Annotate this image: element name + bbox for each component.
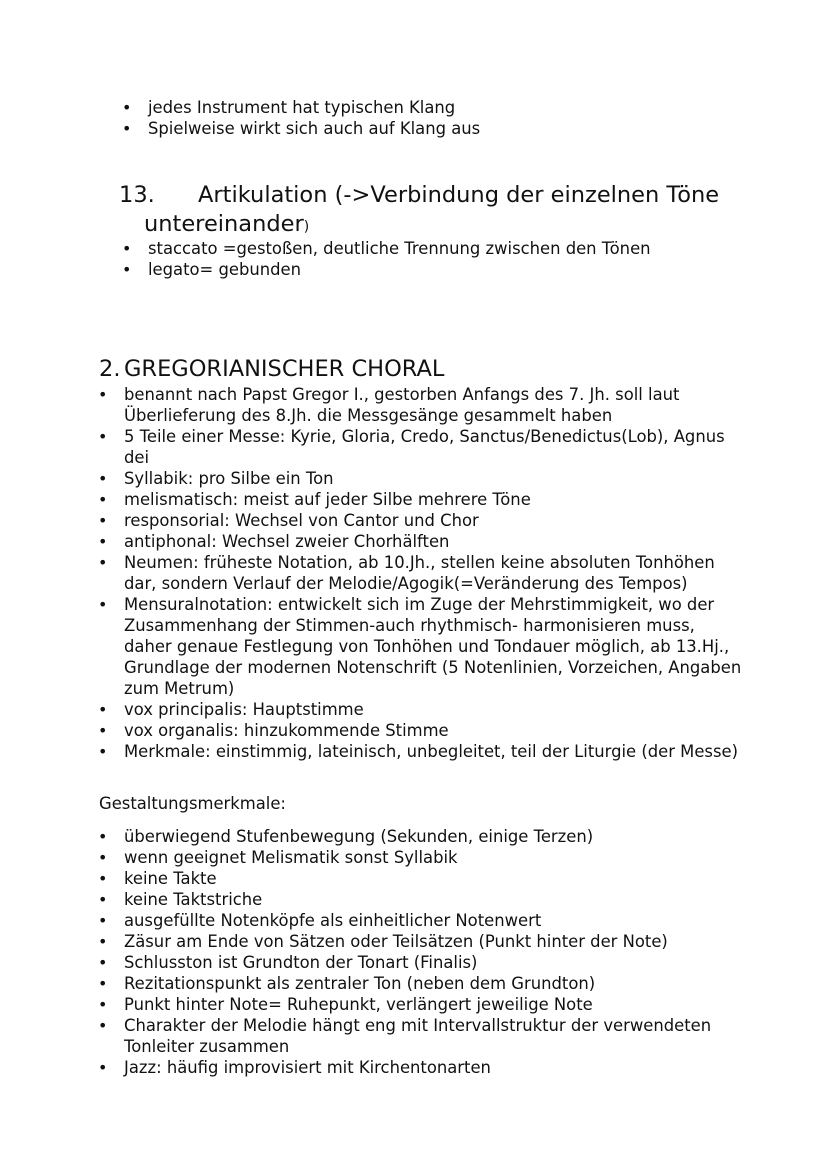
bullet-icon: • (98, 932, 108, 951)
list-item: • ausgefüllte Notenköpfe als einheitlicher Notenwert (98, 911, 542, 930)
bullet-icon: • (98, 742, 108, 761)
bullet-icon: • (98, 385, 108, 404)
list-item: • Jazz: häufig improvisiert mit Kirchentonarten (98, 1058, 491, 1077)
bullet-icon: • (98, 890, 108, 909)
bullet-icon: • (122, 119, 132, 138)
section-number: 13. (119, 182, 155, 208)
bullet-icon: • (98, 490, 108, 509)
list-item: • Rezitationspunkt als zentraler Ton (neben dem Grundton) (98, 974, 596, 993)
list-item: • legato= gebunden (122, 260, 302, 279)
bullet-icon: • (98, 532, 108, 551)
gregorian-list (98, 384, 744, 762)
section-title: GREGORIANISCHER CHORAL (124, 356, 445, 382)
bullet-icon: • (98, 595, 108, 614)
list-item: • Spielweise wirkt sich auch auf Klang aus (122, 119, 481, 138)
list-item: • Schlusston ist Grundton der Tonart (Finalis) (98, 953, 478, 972)
subheading-gestaltung: Gestaltungsmerkmale: (99, 794, 286, 813)
bullet-icon: • (98, 469, 108, 488)
list-item: • keine Takte (98, 869, 217, 888)
list-item: • vox organalis: hinzukommende Stimme (98, 721, 449, 740)
bullet-icon: • (122, 239, 132, 258)
bullet-icon: • (98, 427, 108, 446)
bullet-icon: • (98, 827, 108, 846)
bullet-icon: • (98, 721, 108, 740)
list-item: • Syllabik: pro Silbe ein Ton (98, 469, 334, 488)
bullet-icon: • (122, 98, 132, 117)
list-item: • benannt nach Papst Gregor I., gestorben Anfangs des 7. Jh. soll laut Überlieferung des 8.Jh. die Messgesänge gesammelt haben (98, 385, 680, 425)
list-item: • jedes Instrument hat typischen Klang (122, 98, 456, 117)
bullet-icon: • (122, 260, 132, 279)
bullet-icon: • (98, 869, 108, 888)
list-item: • vox principalis: Hauptstimme (98, 700, 364, 719)
artikulation-list (122, 238, 788, 280)
list-item: • responsorial: Wechsel von Cantor und Chor (98, 511, 479, 530)
list-item: • antiphonal: Wechsel zweier Chorhälften (98, 532, 450, 551)
bullet-icon: • (98, 511, 108, 530)
list-item: • Mensuralnotation: entwickelt sich im Zuge der Mehrstimmigkeit, wo der Zusammenhang der Stimmen-auch rhythmisch- harmonisieren muss, daher genaue Festlegung von Tonhöhen und Tondauer möglich, ab 13.Hj., Grundlage der modernen Notenschrift (5 Notenlinien, Vorzeichen, Angaben zum Metrum) (98, 595, 742, 698)
list-item: • melismatisch: meist auf jeder Silbe mehrere Töne (98, 490, 531, 509)
list-item: • staccato =gestoßen, deutliche Trennung zwischen den Tönen (122, 239, 651, 258)
list-item: • Punkt hinter Note= Ruhepunkt, verlängert jeweilige Note (98, 995, 593, 1014)
list-item: • überwiegend Stufenbewegung (Sekunden, einige Terzen) (98, 827, 594, 846)
bullet-icon: • (98, 553, 108, 572)
section-number: 2. (99, 356, 121, 382)
section-title-line1: Artikulation (->Verbindung der einzelnen Töne (198, 182, 720, 208)
section-title-paren: ) (303, 219, 310, 235)
bullet-icon: • (98, 995, 108, 1014)
list-item: • keine Taktstriche (98, 890, 263, 909)
list-item: • 5 Teile einer Messe: Kyrie, Gloria, Credo, Sanctus/Benedictus(Lob), Agnus dei (98, 427, 725, 467)
bullet-icon: • (98, 848, 108, 867)
list-item: • Charakter der Melodie hängt eng mit Intervallstruktur der verwendeten Tonleiter zusammen (98, 1016, 712, 1056)
bullet-icon: • (98, 953, 108, 972)
section-heading-artikulation (119, 181, 759, 242)
gestaltung-list (98, 826, 744, 1078)
section-heading-gregorian (99, 355, 444, 383)
list-item: • wenn geeignet Melismatik sonst Syllabik (98, 848, 458, 867)
bullet-icon: • (98, 700, 108, 719)
bullet-icon: • (98, 1016, 108, 1035)
section-title-line2: untereinander (144, 211, 304, 237)
list-item: • Merkmale: einstimmig, lateinisch, unbegleitet, teil der Liturgie (der Messe) (98, 742, 738, 761)
bullet-icon: • (98, 974, 108, 993)
instrument-list (122, 97, 788, 139)
bullet-icon: • (98, 1058, 108, 1077)
list-item: • Zäsur am Ende von Sätzen oder Teilsätzen (Punkt hinter der Note) (98, 932, 668, 951)
bullet-icon: • (98, 911, 108, 930)
list-item: • Neumen: früheste Notation, ab 10.Jh., stellen keine absoluten Tonhöhen dar, sondern Verlauf der Melodie/Agogik(=Veränderung des Tempos) (98, 553, 715, 593)
